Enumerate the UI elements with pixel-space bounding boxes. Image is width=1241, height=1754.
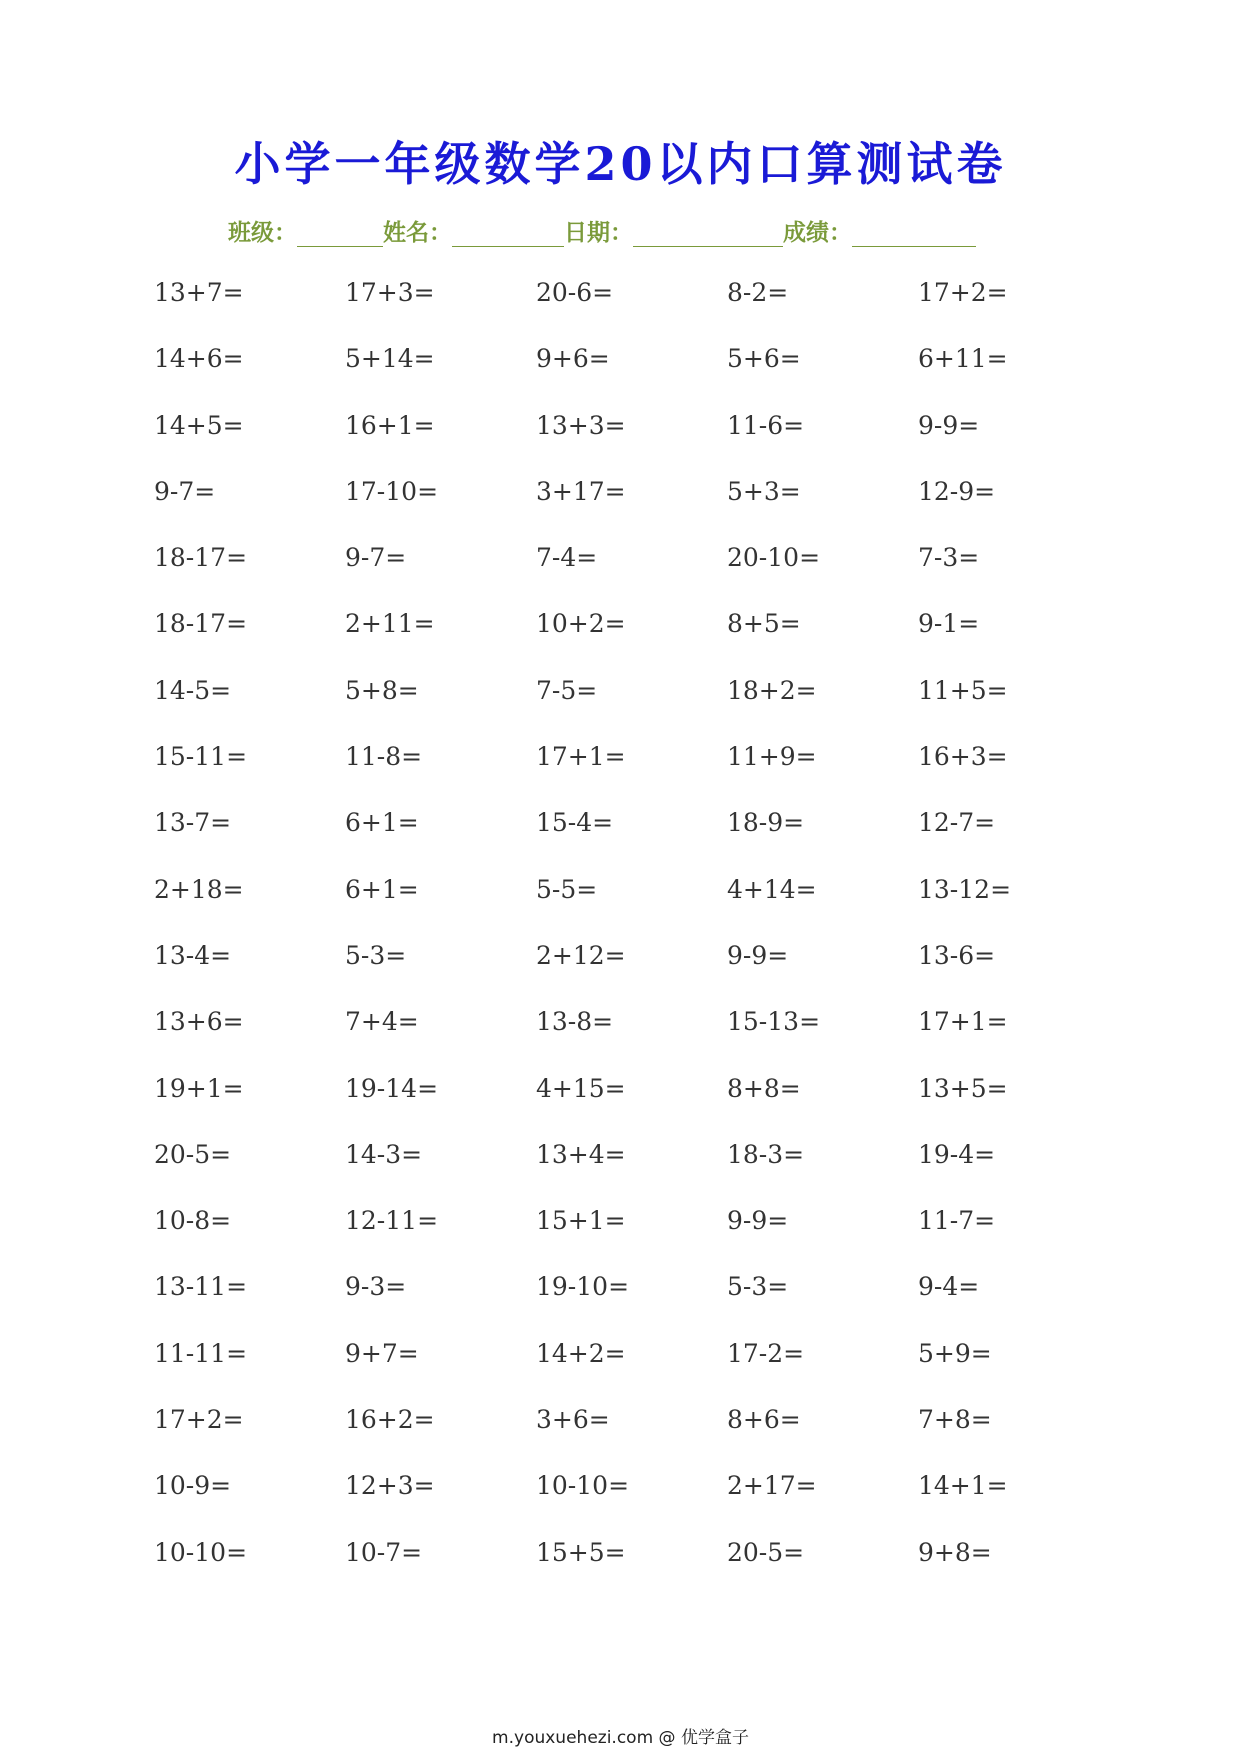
arithmetic-problem: 2+18= [154,874,244,904]
arithmetic-problem: 17+2= [918,278,1008,307]
arithmetic-problem: 9-9= [727,940,789,970]
arithmetic-problem: 19-10= [536,1272,630,1302]
name-label: 姓名： [383,220,452,246]
arithmetic-problem: 10-9= [154,1471,232,1501]
arithmetic-problem: 17-2= [727,1338,805,1368]
arithmetic-problem: 7+8= [918,1405,992,1435]
page-title: 小学一年级数学20以内口算测试卷 [234,137,1007,191]
arithmetic-problem: 9+8= [918,1537,992,1567]
arithmetic-problem: 14+2= [536,1338,626,1368]
arithmetic-problem: 8-2= [727,278,789,307]
arithmetic-problem: 15-11= [154,742,248,772]
date-blank[interactable] [633,220,783,247]
arithmetic-problem: 19+1= [154,1073,244,1103]
problem-grid [154,276,1109,1602]
class-field [228,214,383,247]
arithmetic-problem: 13-11= [154,1272,248,1302]
arithmetic-problem: 17-10= [345,476,439,506]
arithmetic-problem: 13-8= [536,1007,614,1037]
arithmetic-problem: 5+6= [727,344,801,374]
arithmetic-problem: 9-4= [918,1272,980,1302]
arithmetic-problem: 13-7= [154,808,232,838]
arithmetic-problem: 13-6= [918,940,996,970]
arithmetic-problem: 15+1= [536,1206,626,1236]
arithmetic-problem: 8+8= [727,1073,801,1103]
arithmetic-problem: 5+8= [345,675,419,705]
score-label: 成绩： [783,220,852,246]
arithmetic-problem: 8+5= [727,609,801,639]
arithmetic-problem: 18-9= [727,808,805,838]
arithmetic-problem: 2+11= [345,609,435,639]
arithmetic-problem: 9+6= [536,344,610,374]
score-blank[interactable] [852,220,976,247]
name-blank[interactable] [452,220,564,247]
arithmetic-problem: 13+3= [536,410,626,440]
arithmetic-problem: 18+2= [727,675,817,705]
arithmetic-problem: 6+11= [918,344,1008,374]
arithmetic-problem: 5+3= [727,476,801,506]
arithmetic-problem: 13-12= [918,874,1012,904]
arithmetic-problem: 9-9= [918,410,980,440]
date-label: 日期： [564,220,633,246]
arithmetic-problem: 13+6= [154,1007,244,1037]
arithmetic-problem: 16+2= [345,1405,435,1435]
arithmetic-problem: 9-1= [918,609,980,639]
arithmetic-problem: 5+9= [918,1338,992,1368]
arithmetic-problem: 9-9= [727,1206,789,1236]
class-label: 班级： [228,220,297,246]
arithmetic-problem: 6+1= [345,874,419,904]
arithmetic-problem: 2+17= [727,1471,817,1501]
arithmetic-problem: 9-7= [345,543,407,573]
arithmetic-problem: 18-3= [727,1139,805,1169]
score-field [783,214,976,247]
arithmetic-problem: 17+2= [154,1405,244,1435]
arithmetic-problem: 17+1= [536,742,626,772]
arithmetic-problem: 16+3= [918,742,1008,772]
arithmetic-problem: 18-17= [154,609,248,639]
arithmetic-problem: 17+1= [918,1007,1008,1037]
arithmetic-problem: 13+4= [536,1139,626,1169]
arithmetic-problem: 13+7= [154,278,244,307]
arithmetic-problem: 14+1= [918,1471,1008,1501]
arithmetic-problem: 7-4= [536,543,598,573]
arithmetic-problem: 20-5= [154,1139,232,1169]
student-info-row [228,214,976,247]
class-blank[interactable] [297,220,383,247]
arithmetic-problem: 16+1= [345,410,435,440]
arithmetic-problem: 10-7= [345,1537,423,1567]
arithmetic-problem: 14+5= [154,410,244,440]
name-field [383,214,564,247]
arithmetic-problem: 11-6= [727,410,805,440]
arithmetic-problem: 9-3= [345,1272,407,1302]
arithmetic-problem: 19-4= [918,1139,996,1169]
arithmetic-problem: 2+12= [536,940,626,970]
arithmetic-problem: 11-8= [345,742,423,772]
arithmetic-problem: 14+6= [154,344,244,374]
arithmetic-problem: 4+14= [727,874,817,904]
arithmetic-problem: 10-10= [536,1471,630,1501]
arithmetic-problem: 7-3= [918,543,980,573]
arithmetic-problem: 17+3= [345,278,435,307]
arithmetic-problem: 5-3= [727,1272,789,1302]
arithmetic-problem: 18-17= [154,543,248,573]
arithmetic-problem: 8+6= [727,1405,801,1435]
arithmetic-problem: 3+6= [536,1405,610,1435]
arithmetic-problem: 5+14= [345,344,435,374]
arithmetic-problem: 13-4= [154,940,232,970]
arithmetic-problem: 20-5= [727,1537,805,1567]
arithmetic-problem: 3+17= [536,476,626,506]
arithmetic-problem: 12-11= [345,1206,439,1236]
arithmetic-problem: 5-5= [536,874,598,904]
arithmetic-problem: 7+4= [345,1007,419,1037]
arithmetic-problem: 10+2= [536,609,626,639]
arithmetic-problem: 4+15= [536,1073,626,1103]
arithmetic-problem: 10-8= [154,1206,232,1236]
arithmetic-problem: 20-6= [536,278,614,307]
arithmetic-problem: 11-7= [918,1206,996,1236]
arithmetic-problem: 19-14= [345,1073,439,1103]
arithmetic-problem: 14-3= [345,1139,423,1169]
arithmetic-problem: 12-9= [918,476,996,506]
arithmetic-problem: 15-13= [727,1007,821,1037]
arithmetic-problem: 12-7= [918,808,996,838]
arithmetic-problem: 14-5= [154,675,232,705]
arithmetic-problem: 11-11= [154,1338,248,1368]
arithmetic-problem: 10-10= [154,1537,248,1567]
arithmetic-problem: 6+1= [345,808,419,838]
arithmetic-problem: 7-5= [536,675,598,705]
arithmetic-problem: 11+5= [918,675,1008,705]
arithmetic-problem: 9-7= [154,476,216,506]
arithmetic-problem: 5-3= [345,940,407,970]
arithmetic-problem: 20-10= [727,543,821,573]
arithmetic-problem: 15-4= [536,808,614,838]
footer-source: m.youxuehezi.com @ 优学盒子 [492,1728,749,1748]
arithmetic-problem: 11+9= [727,742,817,772]
arithmetic-problem: 9+7= [345,1338,419,1368]
arithmetic-problem: 13+5= [918,1073,1008,1103]
date-field [564,214,783,247]
arithmetic-problem: 12+3= [345,1471,435,1501]
arithmetic-problem: 15+5= [536,1537,626,1567]
